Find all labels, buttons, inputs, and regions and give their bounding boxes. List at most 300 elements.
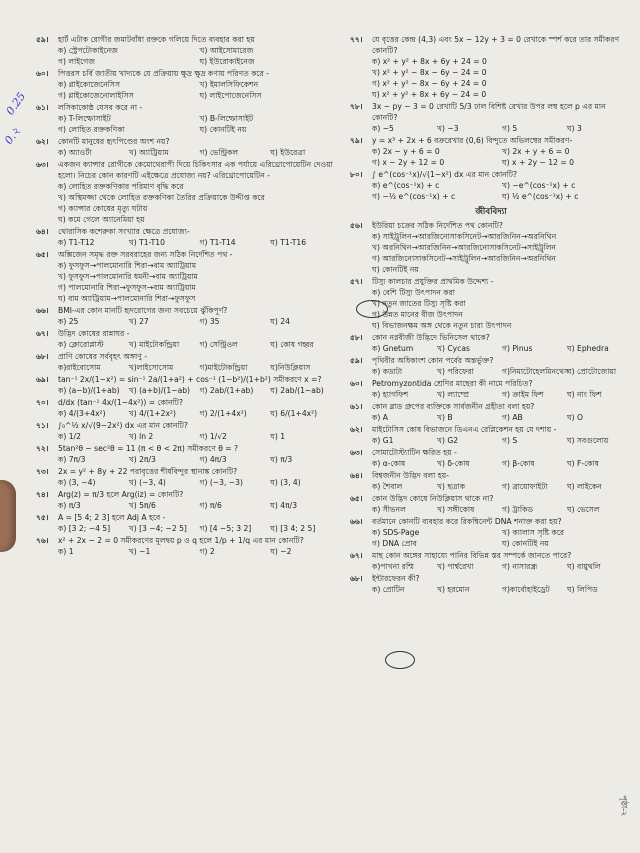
answer-option: ঘ) (3, 4)	[270, 478, 301, 487]
question-item	[350, 355, 632, 377]
answer-option: খ) δ-কোষ	[436, 459, 470, 469]
question-item	[36, 374, 341, 396]
answer-option: ক) কডাটা	[372, 367, 403, 377]
answer-option: গ) β-কোষ	[501, 459, 535, 469]
question-item	[36, 420, 341, 442]
answer-options	[372, 584, 632, 595]
question-number: ৬১।	[36, 103, 49, 112]
question-body	[58, 397, 341, 419]
question-stem: বর্তমানে কোনটি ব্যবহার করে রিকম্বিনেন্ট DNA শনাক্ত করা হয়?	[372, 517, 562, 527]
question-item	[36, 305, 341, 327]
question-body	[372, 355, 632, 377]
answer-options	[372, 435, 632, 446]
answer-option: গ) π/6	[199, 501, 222, 510]
answer-options	[372, 458, 632, 469]
answer-option: খ) ইমালসিফিকেশন	[199, 80, 259, 89]
question-number: ৬৯।	[36, 375, 49, 384]
answer-option: খ) ছত্রাক	[436, 482, 466, 492]
question-stem: tan⁻¹ 2x/(1−x²) = sin⁻¹ 2a/(1+a²) + cos⁻¹ (1−b²)/(1+b²) সমীকরণে x =?	[58, 375, 322, 384]
answer-option: ঘ) নাং ফিশ	[566, 390, 602, 400]
question-body	[58, 374, 341, 396]
question-item	[350, 135, 632, 168]
answer-option: খ) পরিফেরা	[436, 367, 474, 377]
answer-option: গ) T1-T14	[199, 238, 236, 247]
answer-options	[58, 113, 341, 135]
answer-option: ঘ) 24	[270, 317, 290, 326]
question-number: ৭৪।	[36, 490, 49, 499]
answer-option: ঘ) সবগুলোয়	[566, 436, 609, 446]
question-body	[372, 101, 632, 134]
question-item	[350, 493, 632, 515]
answer-options	[372, 180, 632, 202]
answer-options	[372, 366, 632, 377]
question-item	[36, 328, 341, 350]
question-item	[350, 220, 632, 275]
question-stem: ইন্টারফেরন কী?	[372, 574, 420, 584]
answer-option: ক) A	[372, 413, 388, 423]
question-body	[372, 169, 632, 202]
question-stem: BMI-এর কোন মানটি হৃদরোগের জন্য সবচেয়ে ঝুঁকিপূর্ণ?	[58, 306, 228, 315]
answer-option: ঘ) লাইকেন	[566, 482, 602, 492]
answer-option: ক) বেশি টিস্যু উৎপাদন করা	[372, 288, 455, 298]
answer-options	[58, 385, 341, 396]
answer-option: ক) শৈবাল	[372, 482, 403, 492]
answer-option: ঘ) প্রোটোজোয়া	[566, 367, 617, 377]
answer-options	[58, 546, 341, 557]
answer-option: ক)রাইবোসোম	[58, 363, 101, 372]
question-item	[350, 378, 632, 400]
question-stem: কোনটি মানুষের হৃৎপিণ্ডের অংশ নয়?	[58, 137, 170, 146]
answer-option: খ) B-লিম্ফোসাইট	[199, 114, 254, 123]
question-number: ৫৭।	[350, 277, 363, 287]
answer-options	[372, 481, 632, 492]
answer-options	[372, 287, 632, 331]
question-body	[372, 276, 632, 331]
answer-option: ক) স্ট্রেপটোকাইনেজ	[58, 46, 118, 55]
answer-option: ঘ) বিভাজনক্ষম অঙ্গ থেকে নতুন চারা উৎপাদন	[372, 321, 512, 331]
question-item	[36, 136, 341, 158]
answer-option: ঘ) কমে গেলে অ্যানেমিয়া হয়	[58, 215, 145, 224]
question-stem: সোমাটোস্ট্যাটিন ক্ষরিত হয় -	[372, 448, 457, 458]
question-number: ৭১।	[36, 421, 49, 430]
question-stem: A = [5 4; 2 3] হলে Adj A হবে -	[58, 513, 166, 522]
question-stem: যে বৃত্তের কেন্দ্র (4,3) এবং 5x − 12y + 3 = 0 রেখাকে স্পর্শ করে তার সমীকরণ কোনটি?	[372, 35, 620, 55]
answer-option: ঘ) 1	[270, 432, 286, 441]
question-item	[36, 249, 341, 304]
answer-option: ক) α-কোষ	[372, 459, 406, 469]
answer-options	[372, 389, 632, 400]
answer-options	[58, 408, 341, 419]
question-number: ৬৮।	[350, 574, 363, 584]
answer-options	[372, 504, 632, 515]
answer-option: ক) 1/2	[58, 432, 81, 441]
answer-option: গ) 5	[501, 124, 518, 133]
question-item	[36, 466, 341, 488]
answer-option: ঘ) π/3	[270, 455, 293, 464]
question-body	[372, 550, 632, 572]
pen-circle-mark	[356, 300, 388, 318]
answer-options	[372, 412, 632, 423]
answer-option: গ) সেন্ট্রিওল	[199, 340, 238, 349]
answer-option: খ) নতুন জাতের টিস্যু সৃষ্টি করা	[372, 299, 466, 309]
answer-option: খ) 27	[128, 317, 149, 326]
answer-option: ঘ) Ephedra	[566, 344, 609, 354]
answer-option: ঘ) ½ e^(cos⁻¹x) + c	[501, 192, 579, 201]
answer-option: গ) x − 2y + 12 = 0	[372, 158, 445, 167]
answer-option: ঘ) ইউরেত্রা	[270, 148, 306, 157]
answer-option: খ) হরমোন	[436, 585, 470, 595]
answer-option: ক) প্রোটিন	[372, 585, 405, 595]
question-body	[58, 102, 341, 135]
answer-options	[58, 523, 341, 534]
section-title: জীববিদ্যা	[475, 207, 507, 217]
answer-option: ঘ) 3	[566, 124, 582, 133]
question-body	[372, 332, 632, 354]
answer-option: গ) নাসারন্ধ্র	[501, 562, 538, 572]
answer-option: ক) হ্যাগফিশ	[372, 390, 409, 400]
question-item	[350, 447, 632, 469]
question-item	[350, 424, 632, 446]
question-item	[350, 34, 632, 100]
answer-option: ক) G1	[372, 436, 394, 446]
question-stem: অক্সিজেন সমৃদ্ধ রক্ত সরবরাহের জন্য সঠিক নির্দেশিত পথ -	[58, 250, 233, 259]
answer-option: ঘ) 2ab/(1−ab)	[270, 386, 324, 395]
answer-options	[58, 45, 341, 67]
answer-option: খ) পার্শ্বরেখা	[436, 562, 474, 572]
answer-option: গ) Pinus	[501, 344, 533, 354]
question-item	[36, 68, 341, 101]
question-number: ৬৬।	[36, 306, 49, 315]
question-body	[58, 34, 341, 67]
answer-option: গ) লাইগেজ	[58, 57, 95, 66]
question-number: ৭২।	[36, 444, 49, 453]
answer-option: ক) 2x − y + 6 = 0	[372, 147, 440, 156]
answer-option: গ) [4 −5; 3 2]	[199, 524, 252, 533]
question-body	[372, 34, 632, 100]
answer-option: ঘ)নিউক্লিয়াস	[270, 363, 311, 372]
question-number: ৬৪।	[36, 227, 49, 236]
question-body	[372, 447, 632, 469]
question-body	[58, 420, 341, 442]
answer-option: গ) পালমোনারি শিরা→ফুসফুস→বাম অ্যাট্রিয়াম	[58, 283, 196, 292]
question-body	[58, 443, 341, 465]
question-body	[372, 470, 632, 492]
question-body	[58, 466, 341, 488]
question-stem: মাছ কোন অঙ্গের সাহায্যে পানির বিভিন্ন স্তর সম্পর্কে জানতে পারে?	[372, 551, 572, 561]
answer-option: খ) 5π/6	[128, 501, 156, 510]
question-number: ৭৭।	[350, 35, 363, 44]
answer-option: ক) লোহিত রক্তকণিকার পরিমাণ বৃদ্ধি করে	[58, 182, 184, 191]
question-number: ৬৮।	[36, 352, 49, 361]
answer-option: গ) ক্যান্সার কোষের মৃত্যু ঘটায়	[58, 204, 148, 213]
answer-option: খ)লাইসোসোম	[128, 363, 174, 372]
question-number: ৭৮।	[350, 102, 363, 111]
question-body	[58, 249, 341, 304]
question-stem: টিস্যু কালচার প্রযুক্তির প্রাথমিক উদ্দেশ্য -	[372, 277, 494, 287]
answer-option: গ) 2/(1+4x²)	[199, 409, 247, 418]
question-stem: কোন উদ্ভিদ কোষে নিউক্লিয়াস থাকে না?	[372, 494, 494, 504]
question-stem: পৃথিবীর অধিকাংশ কোন পর্বের অন্তর্ভুক্ত?	[372, 356, 494, 366]
question-number: ৬৪।	[350, 471, 363, 481]
answer-option: খ) অস্থিমজ্জা থেকে লোহিত রক্তকণিকা তৈরির প্রক্রিয়াকে উদ্দীপ্ত করে	[58, 193, 265, 202]
answer-options	[58, 147, 341, 158]
answer-option: ক) ক্লোরোপ্লাস্ট	[58, 340, 104, 349]
question-number: ৫৯।	[350, 356, 363, 366]
answer-option: ক) 1	[58, 547, 74, 556]
question-stem: উদ্ভিদ কোষের রান্নাঘর -	[58, 329, 130, 338]
question-item	[350, 169, 632, 202]
question-number: ৫৯।	[36, 35, 49, 44]
question-body	[58, 328, 341, 350]
answer-option: গ) S	[501, 436, 518, 446]
question-number: ৬৬।	[350, 517, 363, 527]
answer-option: খ) G2	[436, 436, 459, 446]
answer-option: ক) 4/(3+4x²)	[58, 409, 106, 418]
answer-options	[58, 237, 341, 248]
answer-option: গ) x² + y² − 8x − 6y + 24 = 0	[372, 79, 487, 88]
question-number: ৬৩।	[36, 160, 49, 169]
question-body	[58, 136, 341, 158]
answer-option: ঘ) লাইপোজেনেসিস	[199, 91, 262, 100]
question-number: ৬০।	[36, 69, 49, 78]
answer-option: ঘ) কোনটিই নয়	[501, 539, 549, 549]
question-item	[36, 443, 341, 465]
question-number: ৬২।	[350, 425, 363, 435]
answer-option: ঘ) 4π/3	[270, 501, 298, 510]
question-body	[372, 516, 632, 549]
answer-option: ঘ) 6/(1+4x²)	[270, 409, 318, 418]
answer-option: খ) (a+b)/(1−ab)	[128, 386, 191, 395]
question-stem: Petromyzontida শ্রেণির মাছেরা কী নামে পরিচিত?	[372, 379, 533, 389]
question-number: ৬৫।	[350, 494, 363, 504]
question-body	[372, 401, 632, 423]
question-number: ৬২।	[36, 137, 49, 146]
answer-option: খ) অরনিথিন→আরজিনিন→আরজিনোসাকসিনেট→সাইট্রুলিন	[372, 243, 556, 253]
question-stem: কোন নগ্নবীজী উদ্ভিদে ভিনিসেল থাকে?	[372, 333, 490, 343]
answer-option: খ) [3 −4; −2 5]	[128, 524, 187, 533]
answer-option: ক) 25	[58, 317, 79, 326]
question-number: ৬৫।	[36, 250, 49, 259]
question-stem: ইউরিয়া চক্রের সঠিক নির্দেশিত পথ কোনটি?	[372, 221, 503, 231]
answer-option: ক) সীভনল	[372, 505, 406, 515]
answer-option: গ) 4π/3	[199, 455, 227, 464]
answer-options	[372, 343, 632, 354]
answer-option: ঘ) লিপিড	[566, 585, 598, 595]
answer-option: ক) e^(cos⁻¹x) + c	[372, 181, 440, 190]
answer-option: গ) লোহিত রক্তকণিকা	[58, 125, 125, 134]
pen-circle-mark	[385, 651, 415, 669]
question-body	[372, 378, 632, 400]
answer-option: খ) সঙ্গীকোষ	[436, 505, 475, 515]
answer-option: ক) SDS-Page	[372, 528, 420, 538]
answer-options	[58, 431, 341, 442]
answer-option: ক) T1-T12	[58, 238, 95, 247]
answer-option: গ) উন্নত মানের বীজ উৎপাদন	[372, 310, 463, 320]
question-item	[350, 516, 632, 549]
answer-option: গ) −½ e^(cos⁻¹x) + c	[372, 192, 456, 201]
answer-option: ঘ) বাম অ্যাট্রিয়াম→পালমোনারি শিরা→ফুসফুস	[58, 294, 196, 303]
question-stem: মাইটোসিস কোষ বিভাজনে ডিএনএ রেপ্লিকেশন হয় যে দশায় -	[372, 425, 557, 435]
question-number: ৭৯।	[350, 136, 363, 145]
question-number: ৭৬।	[36, 536, 49, 545]
answer-options	[372, 561, 632, 572]
handwritten-note: 0.২	[2, 124, 23, 147]
answer-option: গ) ব্রায়োফাইটা	[501, 482, 548, 492]
question-stem: 5tan²θ − sec²θ = 11 (π < θ < 2π) সমীকরণে θ = ?	[58, 444, 239, 453]
question-body	[58, 351, 341, 373]
question-stem: ∫ e^(cos⁻¹x)/√(1−x²) dx এর মান কোনটি?	[372, 170, 518, 179]
answer-option: গ)কার্বোহাইড্রেট	[501, 585, 550, 595]
page-number: পৃষ্ঠা-২	[619, 795, 629, 817]
answer-option: গ) গ্লাইকোজেনোলাইসিস	[58, 91, 134, 100]
question-body	[372, 220, 632, 275]
answer-option: ক) x² + y² + 8x + 6y + 24 = 0	[372, 57, 487, 66]
answer-option: খ) B	[436, 413, 453, 423]
question-item	[350, 470, 632, 492]
answer-option: ক) π/3	[58, 501, 81, 510]
question-stem: কোন ব্লাড গ্রুপের ব্যক্তিকে সার্বজনীন গ্রহীতা বলা হয়?	[372, 402, 535, 412]
answer-option: খ) T1-T10	[128, 238, 165, 247]
question-item	[36, 512, 341, 534]
question-body	[58, 535, 341, 557]
handwritten-note: 0.25	[3, 89, 29, 118]
answer-option: গ) 2ab/(1+ab)	[199, 386, 254, 395]
answer-option: গ) ক্রাইম ফিশ	[501, 390, 544, 400]
question-item	[36, 489, 341, 511]
question-item	[350, 276, 632, 331]
answer-option: খ) 4/(1+2x²)	[128, 409, 176, 418]
question-body	[58, 226, 341, 248]
question-item	[36, 226, 341, 248]
question-body	[58, 159, 341, 225]
answer-option: খ) −3	[436, 124, 459, 133]
answer-options	[58, 79, 341, 101]
question-stem: থোরাসিক কশেরুকা সংখ্যার ক্ষেত্রে প্রযোজ্য-	[58, 227, 190, 236]
question-number: ৬০।	[350, 379, 363, 389]
question-stem: d/dx (tan⁻¹ 4x/(1−4x²)) = কোনটি?	[58, 398, 183, 407]
question-body	[372, 424, 632, 446]
answer-option: ঘ) কোষ গহ্বর	[270, 340, 314, 349]
right-column	[350, 34, 632, 596]
question-number: ৬১।	[350, 402, 363, 412]
answer-option: গ) 2	[199, 547, 215, 556]
answer-options	[372, 231, 632, 275]
answer-option: গ)মাইটোকন্ড্রিয়া	[199, 363, 248, 372]
question-number: ৭৩।	[36, 467, 49, 476]
answer-option: ঘ) কোনটিই নয়	[372, 265, 419, 275]
question-stem: বিশ্বজনীন উদ্ভিদ বলা হয়-	[372, 471, 449, 481]
answer-options	[58, 454, 341, 465]
answer-options	[58, 339, 341, 350]
answer-option: ঘ) বায়ুথলি	[566, 562, 601, 572]
question-body	[58, 512, 341, 534]
answer-option: ক) অ্যাওর্টা	[58, 148, 92, 157]
answer-option: খ) ln 2	[128, 432, 154, 441]
answer-option: ঘ) কোনটিই নয়	[199, 125, 247, 134]
answer-options	[372, 146, 632, 168]
question-stem: একজন ক্যান্সার রোগীকে কেমোথেরাপী দিয়ে চিকিৎসার এক পর্যায়ে এরিথ্রোপোয়েটিন দেওয়া হলো। নিচের কোন কারণটি এইক্ষেত্রে প্রযোজ্য নয়? এরিথ্রোপোয়েটিন -	[58, 160, 333, 180]
question-stem: প্রাণি কোষের সর্ববৃহৎ অঙ্গাণু -	[58, 352, 147, 361]
answer-options	[58, 181, 341, 225]
question-item	[350, 573, 632, 595]
question-stem: y = x³ + 2x + 6 বক্ররেখার (0,6) বিন্দুতে অভিলম্বের সমীকরণ-	[372, 136, 573, 145]
left-column	[36, 34, 341, 558]
question-number: ৭৫।	[36, 513, 49, 522]
question-number: ৫৬।	[350, 221, 363, 231]
answer-option: গ) ট্রাকিড	[501, 505, 533, 515]
answer-option: ক) −5	[372, 124, 394, 133]
question-stem: ∫₀^½ x/√(9−2x²) dx এর মান কোনটি?	[58, 421, 188, 430]
question-number: ৬৭।	[36, 329, 49, 338]
answer-option: গ) (−3, −3)	[199, 478, 243, 487]
question-body	[372, 573, 632, 595]
answer-option: ক) গ্লাইকোজেনেসিস	[58, 80, 120, 89]
question-item	[350, 332, 632, 354]
question-number: ৬৩।	[350, 448, 363, 458]
answer-option: খ) ল্যাম্প্রে	[436, 390, 470, 400]
question-item	[350, 101, 632, 134]
answer-option: গ) আরজিনোসাকসিনেট→সাইট্রুলিন→আরজিনিন→অরনিথিন	[372, 254, 556, 264]
answer-option: ঘ) ইউরোকাইনেজ	[199, 57, 255, 66]
question-number: ৮০।	[350, 170, 363, 179]
answer-option: খ) মাইটোকন্ড্রিয়া	[128, 340, 180, 349]
question-item	[36, 351, 341, 373]
answer-options	[58, 500, 341, 511]
answer-option: গ) 35	[199, 317, 220, 326]
answer-option: ক) ফুসফুস→পালমোনারি শিরা→বাম অ্যাট্রিয়াম	[58, 261, 197, 270]
question-item	[36, 159, 341, 225]
question-stem: লসিকাকোষ্ঠ যেসব করে না -	[58, 103, 143, 112]
question-stem: হার্ট এটাক রোগীর জমাটবাঁধা রক্তকে গলিয়ে দিতে ব্যবহার করা হয়	[58, 35, 255, 44]
answer-options	[58, 316, 341, 327]
photographer-thumb	[0, 480, 16, 552]
answer-option: ঘ) x + 2y − 12 = 0	[501, 158, 574, 167]
answer-option: খ) অ্যাট্রিয়াম	[128, 148, 169, 157]
answer-options	[58, 477, 341, 488]
question-stem: 2x = y² + 8y + 22 পরাবৃত্তের শীর্ষবিন্দুর স্থানাঙ্ক কোনটি?	[58, 467, 238, 476]
answer-options	[58, 362, 341, 373]
question-stem: পিত্তরস চর্বি জাতীয় খাদ্যকে যে প্রক্রিয়ায় ক্ষুদ্র ক্ষুদ্র কণায় পরিণত করে -	[58, 69, 269, 78]
answer-option: খ) x² + y² − 8x − 6y − 24 = 0	[372, 68, 487, 77]
question-item	[36, 397, 341, 419]
question-body	[372, 493, 632, 515]
answer-option: ক) [3 2; −4 5]	[58, 524, 111, 533]
question-item	[36, 102, 341, 135]
answer-option: খ) −e^(cos⁻¹x) + c	[501, 181, 576, 190]
question-item	[36, 34, 341, 67]
answer-option: খ) আইসোমারেজ	[199, 46, 254, 55]
answer-option: খ) −1	[128, 547, 151, 556]
answer-option: গ)নিমাটোহেলমিনথেস	[501, 367, 570, 377]
answer-option: ক)পাখনা রশ্মি	[372, 562, 415, 572]
question-item	[36, 535, 341, 557]
question-item	[350, 401, 632, 423]
answer-option: ঘ) T1-T16	[270, 238, 307, 247]
answer-option: ঘ) −2	[270, 547, 292, 556]
answer-option: খ) (−3, 4)	[128, 478, 166, 487]
answer-options	[372, 56, 632, 100]
answer-option: গ) 1/√2	[199, 432, 227, 441]
answer-option: খ) ক্যালাস সৃষ্টি করে	[501, 528, 565, 538]
answer-options	[372, 123, 632, 134]
question-number: ৫৮।	[350, 333, 363, 343]
answer-option: গ) ভেন্ট্রিকল	[199, 148, 239, 157]
answer-option: খ) ফুসফুস→পালমোনারি ধমনী→বাম অ্যাট্রিয়াম	[58, 272, 198, 281]
answer-option: ঘ) F-কোষ	[566, 459, 599, 469]
answer-options	[372, 527, 632, 549]
answer-option: খ) 2x + y + 6 = 0	[501, 147, 570, 156]
answer-option: ক) (a−b)/(1+ab)	[58, 386, 120, 395]
